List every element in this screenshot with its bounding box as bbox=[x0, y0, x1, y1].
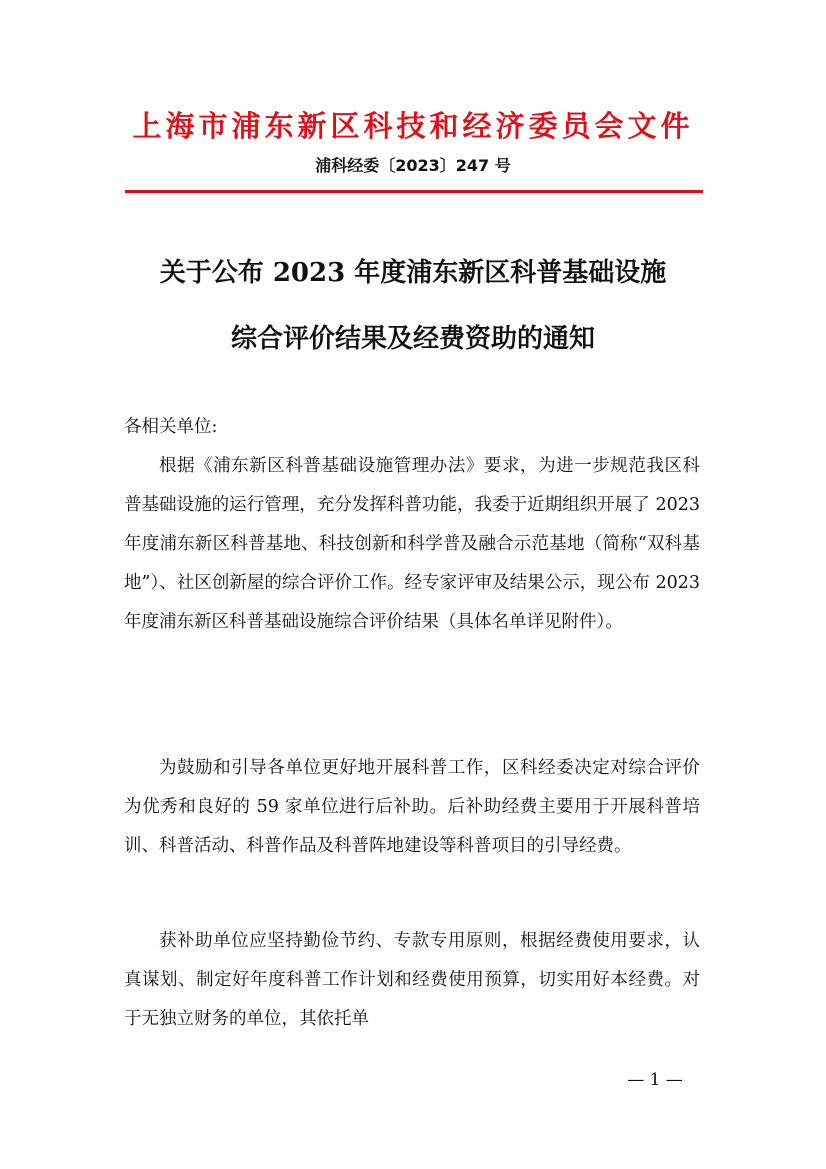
red-divider-line bbox=[125, 190, 703, 193]
paragraph-text: 获补助单位应坚持勤俭节约、专款专用原则，根据经费使用要求，认真谋划、制定好年度科普工作计划和经费使用预算，切实用好本经费。对于无独立财务的单位，其依托单 bbox=[124, 931, 700, 1029]
paragraph-text: 根据《浦东新区科普基础设施管理办法》要求，为进一步规范我区科普基础设施的运行管理，充分发挥科普功能，我委于近期组织开展了 2023 年度浦东新区科普基地、科技创新和科学普及融合示范基地（简称“双科基地”）、社区创新屋的综合评价工作。经专家评审及结果公示，现公布 2023 年度浦东新区科普基础设施综合评价结果（具体名单详见附件）。 bbox=[124, 456, 700, 632]
page-number: — 1 — bbox=[627, 1070, 683, 1090]
salutation: 各相关单位: bbox=[124, 417, 218, 437]
notice-title-line-2: 综合评价结果及经费资助的通知 bbox=[230, 324, 595, 354]
body-paragraph-2 bbox=[124, 749, 700, 866]
body-paragraph-3 bbox=[124, 922, 700, 1039]
paragraph-text: 为鼓励和引导各单位更好地开展科普工作，区科经委决定对综合评价为优秀和良好的 59 家单位进行后补助。后补助经费主要用于开展科普培训、科普活动、科普作品及科普阵地建设等科普项目的引导经费。 bbox=[124, 758, 700, 856]
body-paragraph-1 bbox=[124, 447, 700, 642]
issuer-header: 上海市浦东新区科技和经济委员会文件 bbox=[132, 109, 694, 143]
notice-title-line-1: 关于公布 2023 年度浦东新区科普基础设施 bbox=[159, 258, 667, 288]
document-number: 浦科经委〔2023〕247 号 bbox=[315, 156, 511, 175]
